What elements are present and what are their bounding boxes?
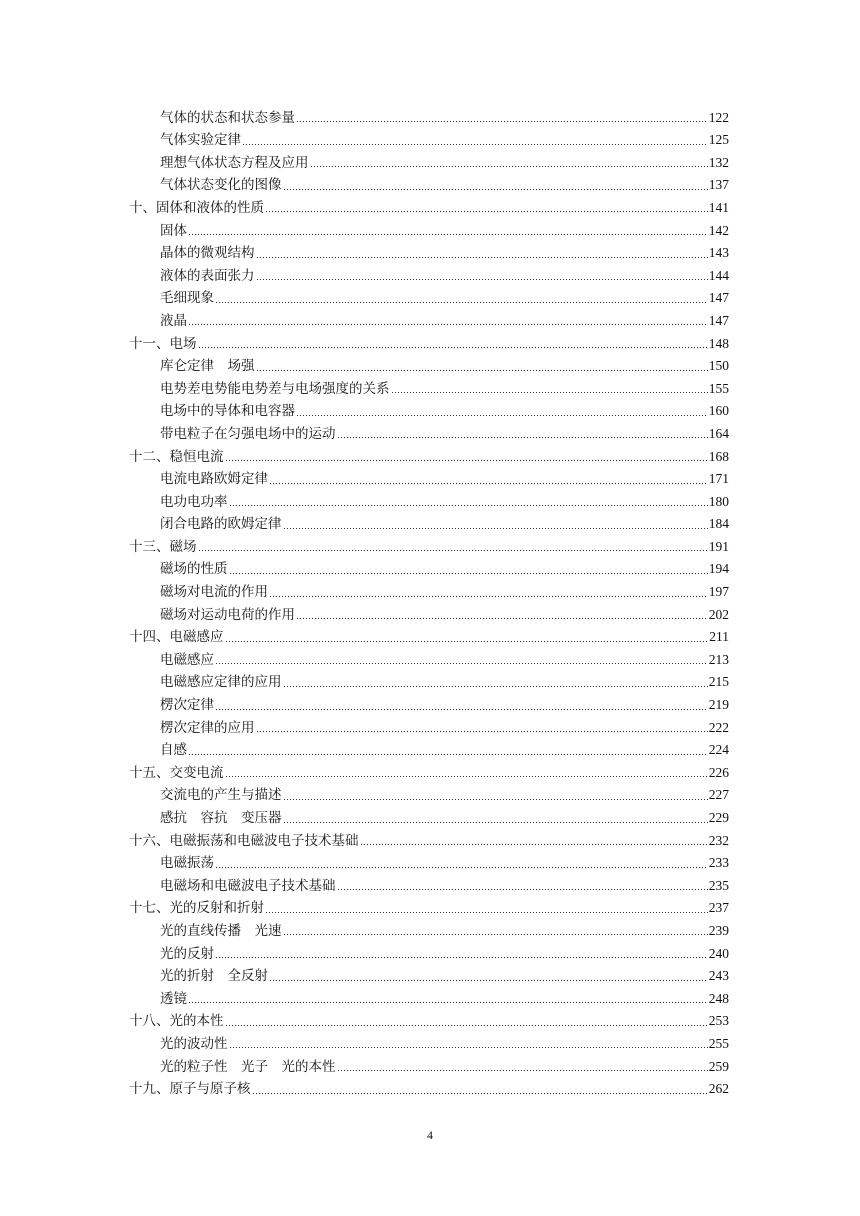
toc-entry-page: 211 (709, 629, 729, 645)
toc-section-entry[interactable] (129, 714, 729, 737)
toc-section-entry[interactable] (129, 804, 729, 827)
toc-dot-leader (188, 1001, 708, 1005)
toc-section-entry[interactable] (129, 1053, 729, 1076)
toc-dot-leader (188, 752, 708, 756)
toc-dot-leader (215, 956, 708, 960)
toc-section-entry[interactable] (129, 466, 729, 489)
toc-entry-page: 125 (708, 132, 729, 148)
toc-entry-title: 十、固体和液体的性质 (129, 199, 264, 216)
toc-entry-title: 带电粒子在匀强电场中的运动 (160, 425, 336, 442)
toc-dot-leader (229, 571, 708, 575)
toc-dot-leader (225, 459, 708, 463)
toc-entry-page: 132 (708, 154, 729, 170)
toc-entry-title: 毛细现象 (160, 290, 214, 307)
toc-section-entry[interactable] (129, 172, 729, 195)
toc-section-entry[interactable] (129, 985, 729, 1008)
toc-dot-leader (198, 549, 708, 553)
toc-section-entry[interactable] (129, 917, 729, 940)
toc-dot-leader (337, 1069, 708, 1073)
toc-entry-page: 226 (708, 764, 729, 780)
toc-chapter-entry[interactable] (129, 759, 729, 782)
toc-entry-title: 磁场的性质 (160, 561, 228, 578)
toc-dot-leader (296, 413, 708, 417)
toc-entry-title: 电流电路欧姆定律 (160, 471, 268, 488)
toc-entry-title: 理想气体状态方程及应用 (160, 154, 309, 171)
toc-section-entry[interactable] (129, 601, 729, 624)
toc-chapter-entry[interactable] (129, 1008, 729, 1031)
toc-dot-leader (269, 978, 708, 982)
toc-entry-page: 240 (708, 945, 729, 961)
toc-section-entry[interactable] (129, 940, 729, 963)
toc-dot-leader (256, 730, 708, 734)
toc-section-entry[interactable] (129, 872, 729, 895)
toc-entry-title: 磁场对电流的作用 (160, 584, 268, 601)
page-number: 4 (427, 1128, 433, 1142)
toc-section-entry[interactable] (129, 850, 729, 873)
toc-entry-title: 晶体的微观结构 (160, 245, 255, 262)
toc-entry-title: 液晶 (160, 312, 187, 329)
toc-entry-page: 255 (708, 1035, 729, 1051)
toc-dot-leader (269, 481, 708, 485)
toc-entry-page: 141 (708, 199, 729, 215)
toc-dot-leader (283, 187, 708, 191)
toc-entry-title: 楞次定律的应用 (160, 719, 255, 736)
toc-section-entry[interactable] (129, 307, 729, 330)
toc-entry-page: 262 (708, 1081, 729, 1097)
toc-entry-title: 电磁感应定律的应用 (160, 674, 282, 691)
toc-entry-title: 固体 (160, 222, 187, 239)
toc-chapter-entry[interactable] (129, 330, 729, 353)
toc-dot-leader (256, 368, 708, 372)
toc-entry-page: 137 (708, 177, 729, 193)
toc-entry-page: 148 (708, 335, 729, 351)
toc-entry-title: 气体的状态和状态参量 (160, 109, 295, 126)
toc-dot-leader (296, 120, 708, 124)
toc-dot-leader (225, 639, 709, 643)
toc-entry-title: 透镜 (160, 990, 187, 1007)
toc-entry-title: 电磁振荡 (160, 855, 214, 872)
toc-entry-page: 164 (708, 425, 729, 441)
toc-section-entry[interactable] (129, 669, 729, 692)
toc-dot-leader (265, 910, 708, 914)
toc-dot-leader (310, 165, 708, 169)
toc-entry-page: 147 (708, 290, 729, 306)
toc-dot-leader (225, 1023, 708, 1027)
toc-entry-page: 202 (708, 606, 729, 622)
toc-section-entry[interactable] (129, 578, 729, 601)
toc-section-entry[interactable] (129, 737, 729, 760)
toc-entry-page: 144 (708, 267, 729, 283)
toc-chapter-entry[interactable] (129, 443, 729, 466)
toc-section-entry[interactable] (129, 104, 729, 127)
toc-section-entry[interactable] (129, 262, 729, 285)
toc-entry-page: 150 (708, 358, 729, 374)
toc-chapter-entry[interactable] (129, 533, 729, 556)
toc-entry-title: 十八、光的本性 (129, 1013, 224, 1030)
toc-dot-leader (283, 684, 708, 688)
toc-section-entry[interactable] (129, 556, 729, 579)
toc-chapter-entry[interactable] (129, 624, 729, 647)
toc-entry-title: 交流电的产生与描述 (160, 787, 282, 804)
toc-entry-title: 十六、电磁振荡和电磁波电子技术基础 (129, 832, 359, 849)
toc-section-entry[interactable] (129, 646, 729, 669)
toc-entry-page: 232 (708, 832, 729, 848)
toc-dot-leader (198, 346, 708, 350)
toc-dot-leader (296, 617, 708, 621)
toc-entry-page: 155 (708, 380, 729, 396)
toc-section-entry[interactable] (129, 127, 729, 150)
toc-entry-title: 十九、原子与原子核 (129, 1081, 251, 1098)
toc-section-entry[interactable] (129, 398, 729, 421)
toc-dot-leader (229, 504, 708, 508)
toc-dot-leader (283, 933, 708, 937)
toc-dot-leader (229, 1046, 708, 1050)
toc-dot-leader (391, 391, 708, 395)
toc-entry-page: 142 (708, 222, 729, 238)
toc-entry-page: 180 (708, 493, 729, 509)
toc-dot-leader (188, 323, 708, 327)
toc-entry-page: 233 (708, 855, 729, 871)
toc-dot-leader (337, 888, 708, 892)
toc-dot-leader (283, 797, 708, 801)
toc-section-entry[interactable] (129, 511, 729, 534)
toc-dot-leader (283, 820, 708, 824)
table-of-contents (129, 104, 729, 1098)
toc-section-entry[interactable] (129, 240, 729, 263)
toc-dot-leader (265, 210, 708, 214)
toc-entry-title: 光的粒子性 光子 光的本性 (160, 1058, 336, 1075)
toc-section-entry[interactable] (129, 488, 729, 511)
toc-dot-leader (269, 594, 708, 598)
toc-entry-page: 197 (708, 584, 729, 600)
toc-entry-page: 160 (708, 403, 729, 419)
toc-entry-page: 171 (708, 471, 729, 487)
toc-entry-page: 122 (708, 109, 729, 125)
toc-entry-page: 219 (708, 697, 729, 713)
toc-entry-page: 224 (708, 742, 729, 758)
toc-entry-title: 库仑定律 场强 (160, 358, 255, 375)
toc-entry-page: 143 (708, 245, 729, 261)
toc-entry-title: 光的直线传播 光速 (160, 922, 282, 939)
toc-entry-page: 168 (708, 448, 729, 464)
toc-entry-title: 磁场对运动电荷的作用 (160, 606, 295, 623)
toc-entry-title: 光的反射 (160, 945, 214, 962)
toc-dot-leader (188, 233, 708, 237)
toc-entry-title: 感抗 容抗 变压器 (160, 810, 282, 826)
toc-entry-page: 222 (708, 719, 729, 735)
toc-entry-title: 十一、电场 (129, 335, 197, 352)
toc-entry-title: 十四、电磁感应 (129, 629, 224, 646)
toc-section-entry[interactable] (129, 782, 729, 805)
toc-entry-page: 184 (708, 516, 729, 532)
toc-section-entry[interactable] (129, 217, 729, 240)
toc-entry-title: 十三、磁场 (129, 538, 197, 555)
toc-chapter-entry[interactable] (129, 827, 729, 850)
toc-entry-page: 243 (708, 968, 729, 984)
toc-dot-leader (252, 1091, 708, 1095)
toc-entry-page: 213 (708, 651, 729, 667)
toc-section-entry[interactable] (129, 420, 729, 443)
toc-chapter-entry[interactable] (129, 1076, 729, 1099)
toc-dot-leader (256, 255, 708, 259)
toc-chapter-entry[interactable] (129, 895, 729, 918)
toc-dot-leader (225, 775, 708, 779)
toc-entry-title: 电磁感应 (160, 651, 214, 668)
toc-entry-page: 235 (708, 877, 729, 893)
toc-entry-title: 光的折射 全反射 (160, 968, 268, 985)
toc-section-entry[interactable] (129, 963, 729, 986)
toc-dot-leader (283, 526, 708, 530)
toc-dot-leader (215, 662, 708, 666)
toc-section-entry[interactable] (129, 1030, 729, 1053)
toc-entry-title: 电场中的导体和电容器 (160, 403, 295, 420)
toc-entry-title: 十二、稳恒电流 (129, 448, 224, 465)
toc-dot-leader (215, 300, 708, 304)
toc-entry-title: 闭合电路的欧姆定律 (160, 516, 282, 533)
toc-dot-leader (256, 278, 708, 282)
toc-entry-page: 253 (708, 1013, 729, 1029)
toc-dot-leader (215, 865, 708, 869)
toc-entry-title: 气体状态变化的图像 (160, 177, 282, 194)
toc-chapter-entry[interactable] (129, 194, 729, 217)
toc-dot-leader (360, 843, 708, 847)
toc-entry-page: 259 (708, 1058, 729, 1074)
toc-entry-page: 229 (708, 810, 729, 825)
toc-entry-page: 147 (708, 312, 729, 328)
toc-dot-leader (215, 707, 708, 711)
toc-entry-page: 237 (708, 900, 729, 916)
toc-entry-page: 227 (708, 787, 729, 803)
toc-entry-page: 191 (708, 538, 729, 554)
toc-section-entry[interactable] (129, 375, 729, 398)
toc-entry-page: 194 (708, 561, 729, 577)
toc-entry-page: 215 (708, 674, 729, 690)
toc-section-entry[interactable] (129, 353, 729, 376)
toc-dot-leader (337, 436, 708, 440)
toc-entry-title: 液体的表面张力 (160, 267, 255, 284)
toc-section-entry[interactable] (129, 149, 729, 172)
toc-entry-title: 自感 (160, 742, 187, 759)
toc-entry-page: 239 (708, 922, 729, 938)
toc-entry-title: 十七、光的反射和折射 (129, 900, 264, 917)
toc-entry-title: 十五、交变电流 (129, 764, 224, 781)
toc-entry-page: 248 (708, 990, 729, 1006)
toc-entry-title: 气体实验定律 (160, 132, 241, 149)
toc-entry-title: 电磁场和电磁波电子技术基础 (160, 877, 336, 894)
toc-dot-leader (242, 142, 708, 146)
toc-section-entry[interactable] (129, 691, 729, 714)
toc-section-entry[interactable] (129, 285, 729, 308)
toc-entry-title: 光的波动性 (160, 1035, 228, 1052)
toc-entry-title: 电势差电势能电势差与电场强度的关系 (160, 380, 390, 397)
toc-entry-title: 楞次定律 (160, 697, 214, 714)
toc-entry-title: 电功电功率 (160, 493, 228, 510)
